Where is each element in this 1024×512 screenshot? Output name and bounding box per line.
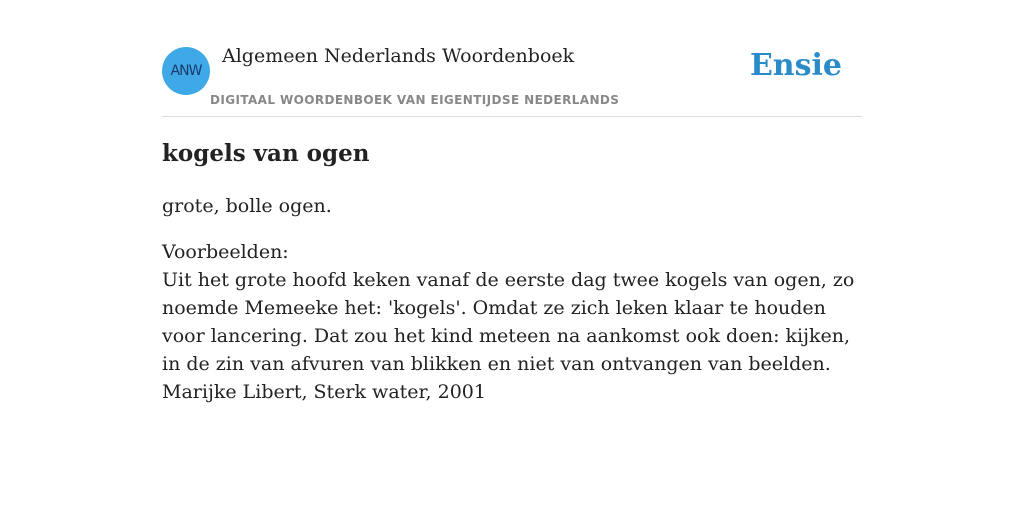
site-title[interactable]: Algemeen Nederlands Woordenboek (222, 45, 575, 67)
entry-title: kogels van ogen (162, 140, 370, 167)
logo-text: ANW (170, 63, 202, 79)
entry-definition: grote, bolle ogen. (162, 195, 332, 217)
example-text: Uit het grote hoofd keken vanaf de eerste dag twee kogels van ogen, zo noemde Memeeke het: 'kogels'. Omdat ze zich leken klaar te houden voor lancering. Dat zou het kind meteen na aankomst ook doen: kijken, in de zin van afvuren van blikken en niet van ontvangen van beelden. (162, 269, 855, 375)
example-source: Marijke Libert, Sterk water, 2001 (162, 381, 486, 403)
examples-label: Voorbeelden: (162, 241, 289, 263)
ensie-brand-link[interactable]: Ensie (749, 48, 842, 83)
header (162, 0, 862, 117)
anw-logo[interactable] (162, 47, 210, 95)
entry-content (162, 138, 862, 406)
site-subtitle: DIGITAAL WOORDENBOEK VAN EIGENTIJDSE NEDERLANDS (210, 93, 620, 107)
